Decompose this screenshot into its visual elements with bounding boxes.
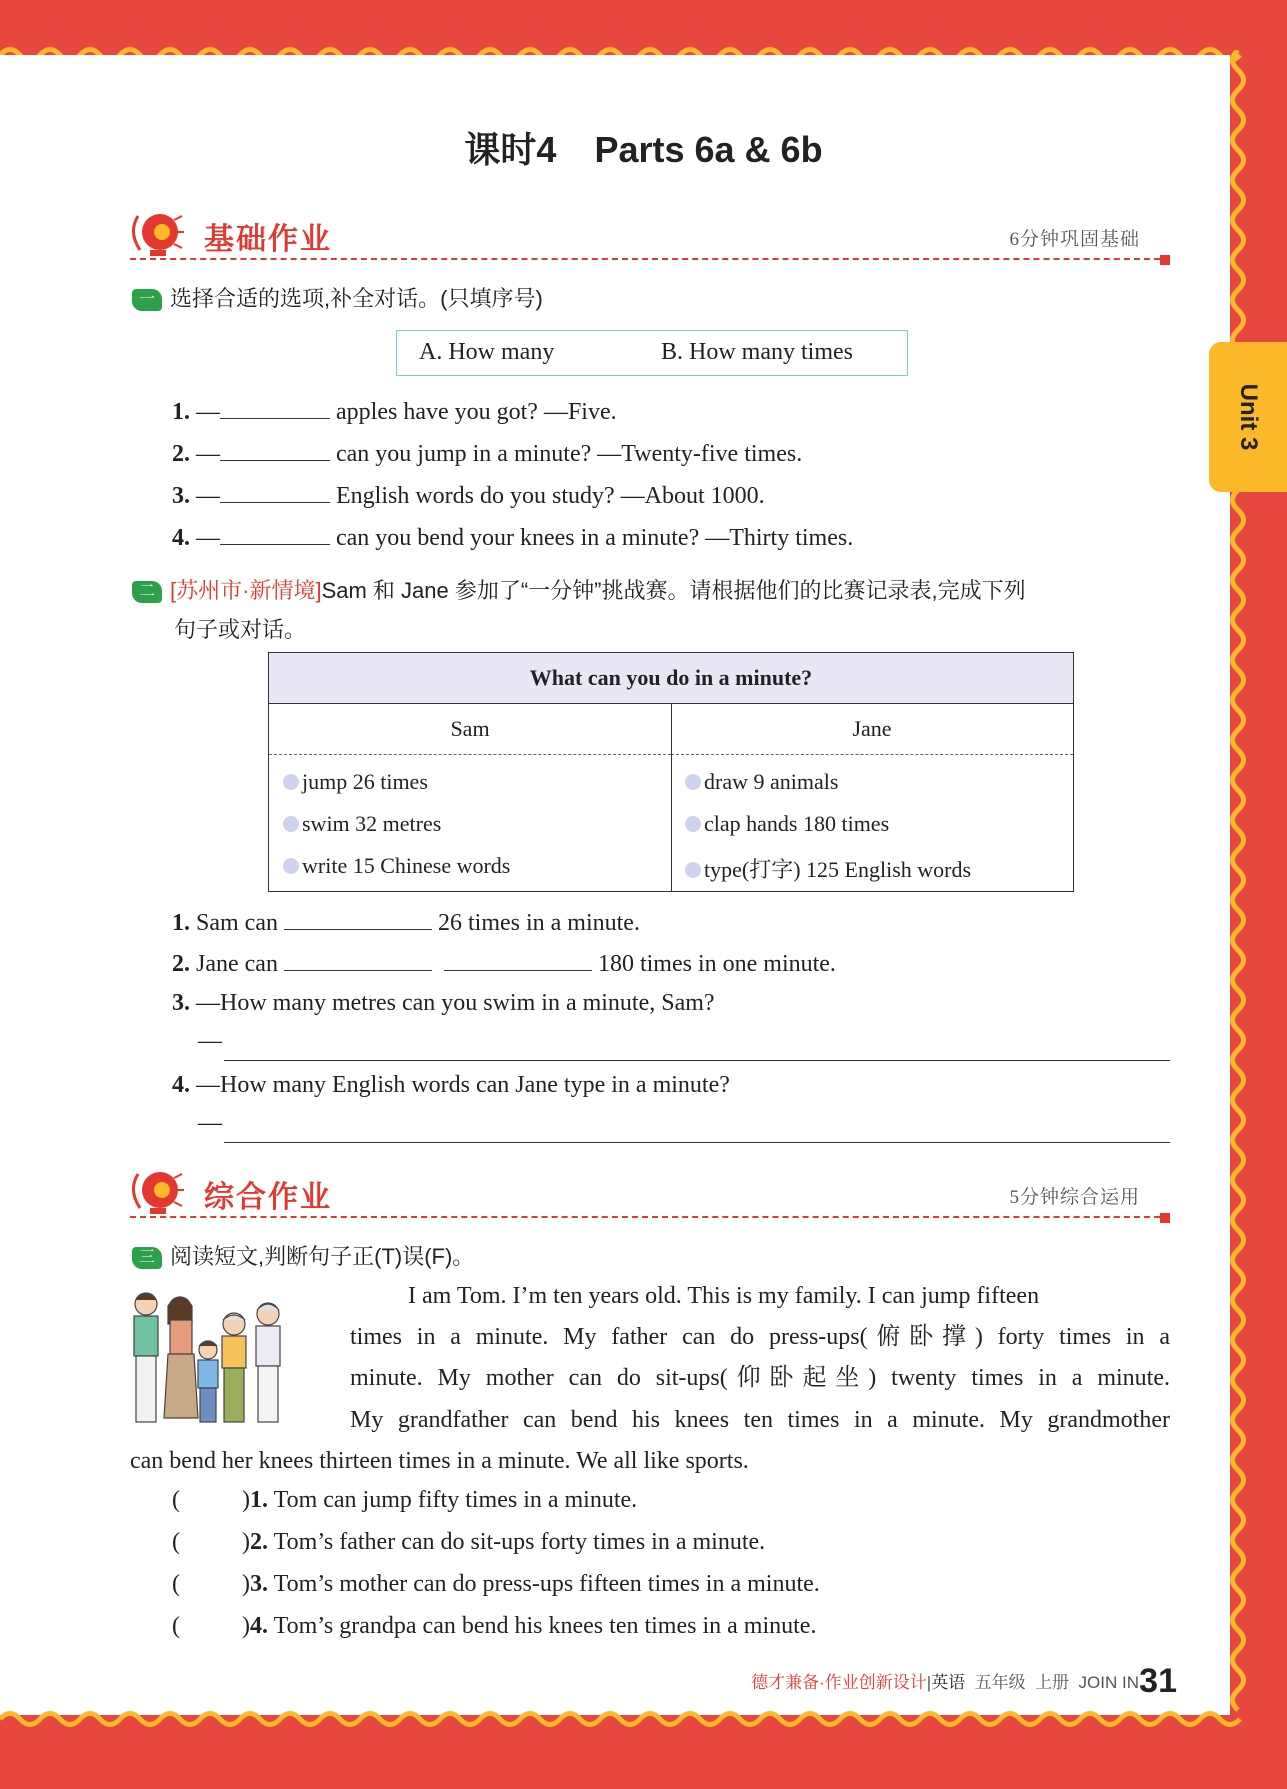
- sam-record-1: jump 26 times: [283, 769, 428, 795]
- bullet-icon: [283, 774, 299, 790]
- q2-item-3-dash: —: [198, 1028, 222, 1054]
- answer-line-3[interactable]: [224, 1060, 1170, 1061]
- passage-line-5: can bend her knees thirteen times in a minute. We all like sports.: [130, 1448, 749, 1474]
- q2-item-2: 2. Jane can 180 times in one minute.: [172, 948, 836, 978]
- question-3-instruction: 阅读短文,判断句子正(T)误(F)。: [170, 1244, 475, 1269]
- question-number-badge: 一: [132, 289, 162, 311]
- question-number-badge: 二: [132, 581, 162, 603]
- footer: [751, 1668, 1139, 1693]
- page-title: [0, 122, 1287, 173]
- bullet-icon: [283, 816, 299, 832]
- jane-record-1: draw 9 animals: [685, 769, 838, 795]
- q1-item-2: 2. — can you jump in a minute? —Twenty-five times.: [172, 438, 802, 468]
- table-divider: [671, 704, 672, 891]
- lightbulb-icon: [130, 1168, 184, 1218]
- q1-item-3: 3. — English words do you study? —About 1000.: [172, 480, 765, 510]
- section-divider-end: [1160, 255, 1170, 265]
- q1-item-4: 4. — can you bend your knees in a minute? —Thirty times.: [172, 522, 853, 552]
- footer-brand: 德才兼备·作业创新设计: [751, 1673, 927, 1692]
- q1-item-1: 1. — apples have you got? —Five.: [172, 396, 617, 426]
- footer-term: 上册: [1035, 1673, 1070, 1692]
- bullet-icon: [685, 862, 701, 878]
- answer-blank[interactable]: [444, 948, 592, 971]
- bullet-icon: [685, 816, 701, 832]
- bullet-icon: [685, 774, 701, 790]
- section-divider-end: [1160, 1213, 1170, 1223]
- answer-blank[interactable]: [284, 907, 432, 930]
- table-col-sam: Sam: [269, 704, 671, 755]
- family-illustration: [128, 1280, 300, 1435]
- question-1-header: [132, 282, 543, 313]
- tf-item-3: ( )3. Tom’s mother can do press-ups fifteen times in a minute.: [172, 1571, 820, 1597]
- question-2-header: [132, 574, 1172, 605]
- passage-line-3: minute. My mother can do sit-ups(仰卧起坐) twenty times in a minute.: [350, 1365, 1170, 1391]
- footer-grade: 五年级: [974, 1673, 1026, 1692]
- unit-side-tab: [1209, 342, 1287, 492]
- option-a: A. How many: [419, 339, 555, 365]
- section-comprehensive-hint: 5分钟综合运用: [1009, 1187, 1140, 1208]
- question-1-instruction: 选择合适的选项,补全对话。(只填序号): [170, 286, 543, 311]
- section-comprehensive-label: 综合作业: [204, 1181, 332, 1214]
- section-basic-label: 基础作业: [204, 223, 332, 256]
- table-title: What can you do in a minute?: [269, 653, 1073, 704]
- passage-line-1: I am Tom. I’m ten years old. This is my family. I can jump fifteen: [408, 1283, 1040, 1309]
- footer-edition: JOIN IN: [1078, 1673, 1139, 1692]
- section-basic-hint: 6分钟巩固基础: [1009, 229, 1140, 250]
- section-divider: [130, 1216, 1170, 1218]
- footer-subject: 英语: [931, 1673, 966, 1692]
- jane-record-3: type(打字) 125 English words: [685, 853, 971, 884]
- options-box: [396, 330, 908, 376]
- page-number: 31: [1139, 1662, 1177, 1700]
- parts-label: Parts 6a & 6b: [594, 129, 823, 170]
- q2-item-4-dash: —: [198, 1110, 222, 1136]
- lesson-label: 课时4: [464, 129, 557, 170]
- question-2-instruction-line1: Sam 和 Jane 参加了“一分钟”挑战赛。请根据他们的比赛记录表,完成下列: [321, 578, 1026, 603]
- answer-blank[interactable]: [220, 438, 330, 461]
- jane-record-2: clap hands 180 times: [685, 811, 889, 837]
- question-number-badge: 三: [132, 1247, 162, 1269]
- sam-record-3: write 15 Chinese words: [283, 853, 510, 879]
- question-3-header: [132, 1240, 474, 1271]
- question-2-tag: [苏州市·新情境]: [170, 578, 322, 603]
- bullet-icon: [283, 858, 299, 874]
- answer-blank[interactable]: [284, 948, 432, 971]
- tf-item-4: ( )4. Tom’s grandpa can bend his knees ten times in a minute.: [172, 1613, 817, 1639]
- passage-line-2: times in a minute. My father can do press-ups(俯卧撑) forty times in a: [350, 1324, 1170, 1350]
- question-2-instruction-line2: 句子或对话。: [174, 617, 307, 642]
- answer-line-4[interactable]: [224, 1142, 1170, 1143]
- bottom-wave-border: [0, 1708, 1245, 1730]
- tf-item-1: ( )1. Tom can jump fifty times in a minute.: [172, 1487, 638, 1513]
- lightbulb-icon: [130, 210, 184, 260]
- answer-blank[interactable]: [220, 480, 330, 503]
- option-b: B. How many times: [661, 339, 853, 365]
- answer-blank[interactable]: [220, 522, 330, 545]
- tf-item-2: ( )2. Tom’s father can do sit-ups forty times in a minute.: [172, 1529, 766, 1555]
- challenge-record-table: [268, 652, 1074, 892]
- footer-separator: |: [926, 1673, 932, 1692]
- sam-record-2: swim 32 metres: [283, 811, 441, 837]
- q2-item-1: 1. Sam can 26 times in a minute.: [172, 907, 640, 937]
- unit-tab-label: Unit 3: [1235, 383, 1262, 451]
- section-basic-header: [130, 210, 1170, 260]
- answer-blank[interactable]: [220, 396, 330, 419]
- q2-item-3: 3. —How many metres can you swim in a minute, Sam?: [172, 990, 715, 1016]
- passage-line-4: My grandfather can bend his knees ten times in a minute. My grandmother: [350, 1407, 1170, 1433]
- table-col-jane: Jane: [671, 704, 1073, 755]
- q2-item-4: 4. —How many English words can Jane type in a minute?: [172, 1072, 730, 1098]
- right-wave-border: [1227, 50, 1249, 1720]
- section-comprehensive-header: [130, 1168, 1170, 1218]
- section-divider: [130, 258, 1170, 260]
